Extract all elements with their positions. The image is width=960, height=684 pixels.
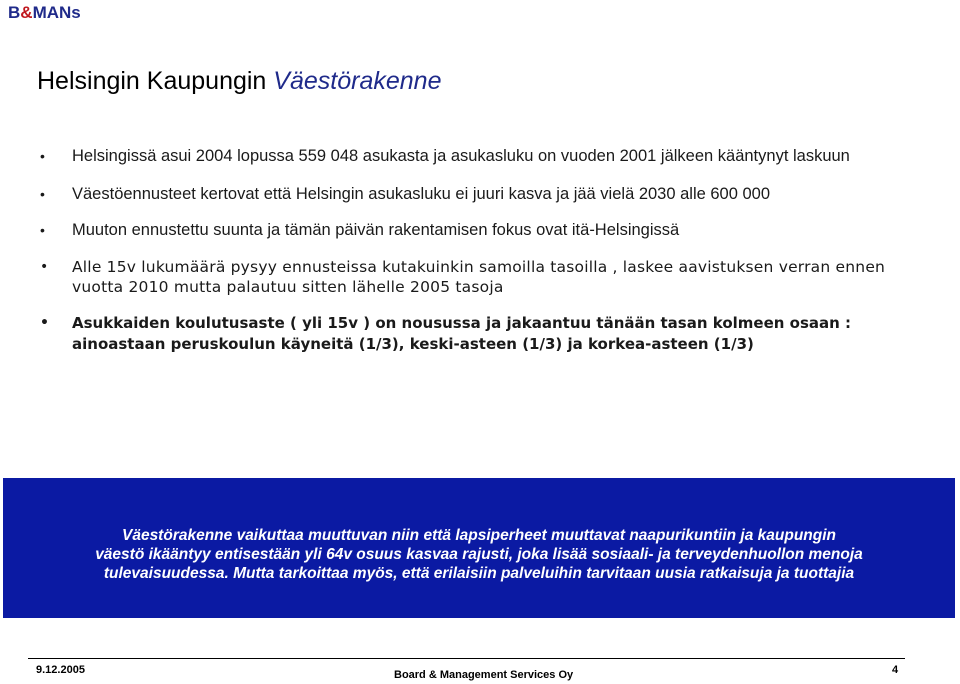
callout-box: [3, 478, 955, 618]
bullet-dot: •: [40, 148, 45, 164]
callout-line: Väestörakenne vaikuttaa muuttuvan niin että lapsiperheet muuttavat naapurikuntiin ja kaupungin: [121, 527, 836, 544]
footer-page-number: 4: [892, 664, 899, 676]
bullet-dot: •: [40, 315, 49, 331]
footer-date: 9.12.2005: [36, 664, 85, 676]
bullet-dot: •: [40, 186, 45, 202]
callout-line: tulevaisuudessa. Mutta tarkoittaa myös, että erilaisiin palveluihin tarvitaan uusia ratkaisuja ja tuottajia: [103, 565, 855, 582]
bullet-text: Väestöennusteet kertovat että Helsingin asukasluku ei juuri kasva ja jää vielä 2030 alle 600 000: [72, 185, 771, 203]
footer-divider: [28, 658, 905, 659]
bullet-item: [38, 257, 918, 297]
bullet-item: [38, 313, 918, 355]
slide-title-plain: Helsingin Kaupungin: [37, 67, 267, 95]
bullet-text: Asukkaiden koulutusaste ( yli 15v ) on nousussa ja jakaantuu tänään tasan kolmeen osaan : ainoastaan peruskoulun käyneitä (1/3), keski-asteen (1/3) ja korkea-asteen (1/3): [72, 314, 852, 353]
bullet-text: Helsingissä asui 2004 lopussa 559 048 asukasta ja asukasluku on vuoden 2001 jälkeen kääntynyt laskuun: [72, 147, 850, 165]
bullet-item: [38, 146, 918, 166]
callout-text: [3, 526, 955, 583]
brand-logo: [8, 3, 81, 23]
slide-title: [37, 67, 441, 96]
bullet-text: Alle 15v lukumäärä pysyy ennusteissa kutakuinkin samoilla tasoilla , laskee aavistuksen verran ennen vuotta 2010 mutta palautuu sitten lähelle 2005 tasoja: [72, 258, 886, 296]
slide-title-italic: Väestörakenne: [273, 67, 442, 95]
bullet-item: [38, 220, 918, 240]
callout-line: väestö ikääntyy entisestään yli 64v osuus kasvaa rajusti, joka lisää sosiaali- ja terveydenhuollon menoja: [95, 546, 863, 563]
bullet-text: Muuton ennustettu suunta ja tämän päivän rakentamisen fokus ovat itä-Helsingissä: [72, 221, 680, 239]
bullet-item: [38, 184, 918, 204]
footer-company: Board & Management Services Oy: [394, 669, 574, 681]
logo-part-mans: MANs: [32, 3, 81, 22]
bullet-dot: •: [40, 259, 49, 275]
logo-part-b: B: [8, 3, 21, 22]
bullet-list: [38, 146, 918, 355]
bullet-dot: •: [40, 222, 45, 238]
logo-ampersand: &: [20, 3, 33, 22]
